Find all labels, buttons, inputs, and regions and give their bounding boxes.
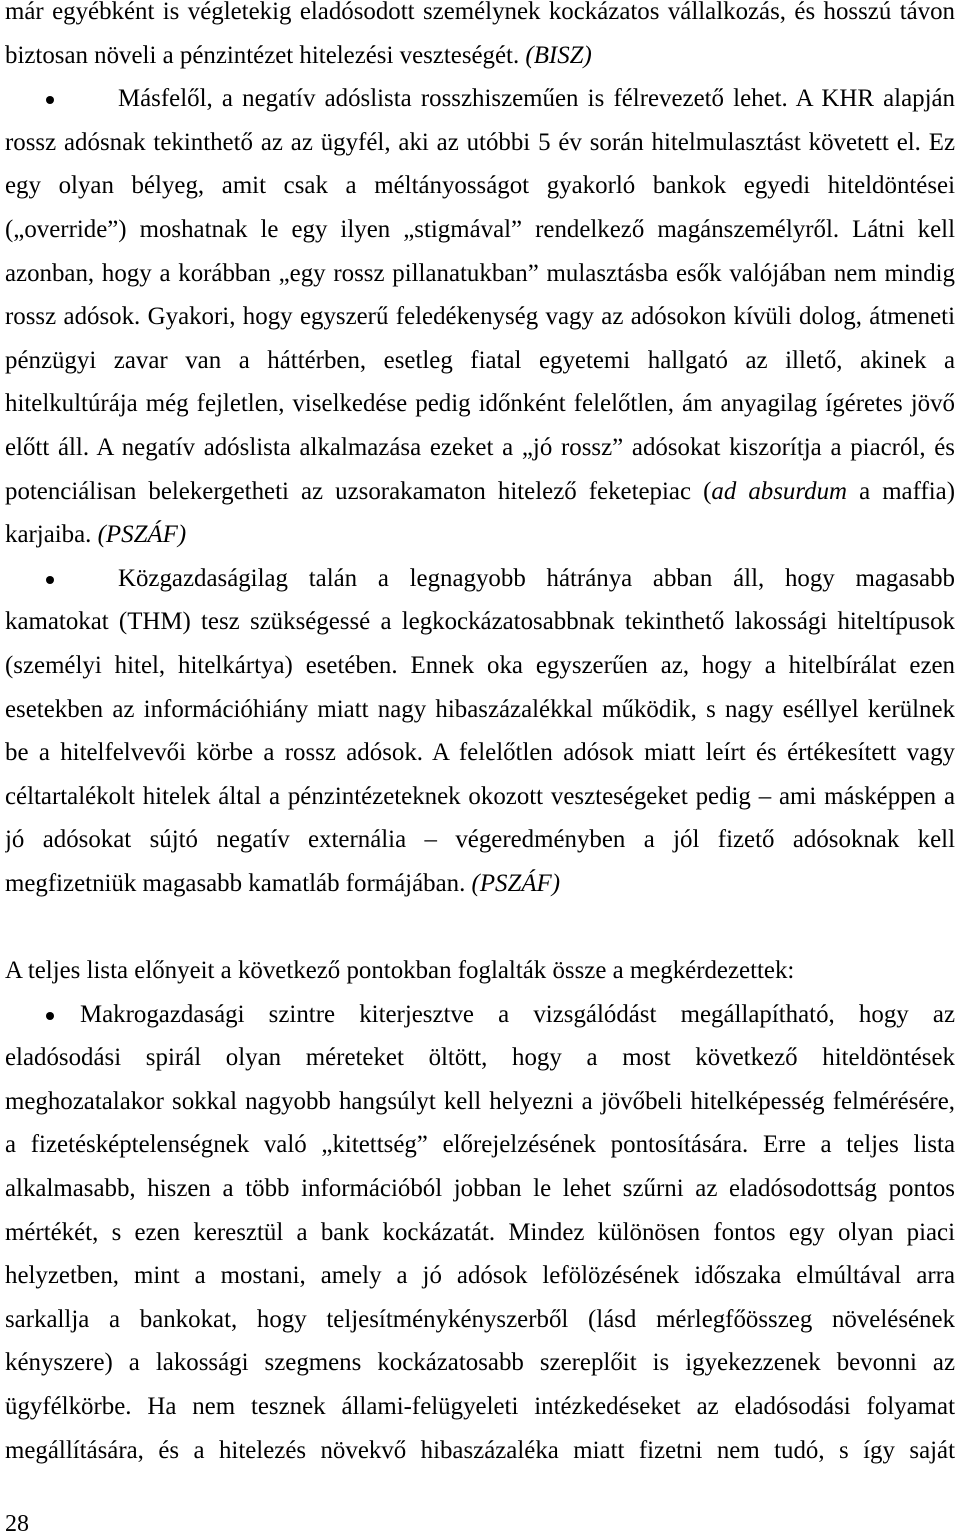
line-text: a maffia) (859, 477, 955, 505)
text-line: (személyi hitel, hitelkártya) esetében. Ennek oka egyszerűen az, hogy a hitelbírálat ezen (5, 651, 955, 679)
text-line: („override”) moshatnak le egy ilyen „stigmával” rendelkező magánszemélyről. Látni kell (5, 215, 955, 243)
text-line: megállítására, és a hitelezés növekvő hibaszázaléka miatt fizetni nem tudó, s így saját (5, 1436, 955, 1464)
text-line: sarkallja a bankokat, hogy teljesítménykényszerből (lásd mérlegfőösszeg növelésének (5, 1305, 955, 1333)
full-list-intro: A teljes lista előnyeit a következő pontokban foglalták össze a megkérdezettek: (5, 957, 795, 985)
text-line: céltartalékolt hitelek által a pénzintézeteknek okozott veszteségeket pedig – ami másképpen a (5, 782, 955, 810)
line-text: megfizetniük magasabb kamatláb formájában. (5, 869, 466, 897)
bullet-icon (46, 1012, 54, 1020)
line-text: karjaiba. (5, 521, 92, 549)
text-line: már egyébként is végletekig eladósodott személynek kockázatos vállalkozás, és hosszú távon (5, 0, 955, 25)
bullet-item-negative-list-misleading (5, 77, 955, 557)
text-line: Közgazdaságilag talán a legnagyobb hátránya abban áll, hogy magasabb (118, 564, 955, 592)
bullet-item-macroeconomic (5, 993, 955, 1473)
text-line: ügyfélkörbe. Ha nem tesznek állami-felügyeleti intézkedéseket az eladósodási folyamat (5, 1393, 955, 1420)
text-line: kamatokat (THM) tesz szükségessé a legkockázatosabbnak tekinthető lakossági hiteltípusok (5, 608, 955, 636)
text-line: alkalmasabb, hiszen a több információból jobban le lehet szűrni az eladósodottság pontos (5, 1175, 955, 1203)
text-line: a fizetésképtelenségnek való „kitettség” előrejelzésének pontosítására. Erre a teljes lista (5, 1131, 955, 1159)
text-line: meghozatalakor sokkal nagyobb hangsúlyt kell helyezni a jövőbeli hitelképesség felmérésére, (5, 1087, 955, 1115)
bullet-icon (46, 576, 54, 584)
text-line: be a hitelfelvevői körbe a rossz adósok. A felelőtlen adósok miatt leírt és értékesített vagy (5, 739, 955, 767)
text-line (5, 470, 955, 514)
paragraph-spacer (5, 905, 955, 949)
text-line: jó adósokat sújtó negatív externália – végeredményben a jól fizető adósoknak kell (5, 826, 955, 854)
line-text: potenciálisan belekergetheti az uzsorakamaton hitelező feketepiac ( (5, 477, 712, 505)
text-line: rossz adósnak tekinthető az az ügyfél, aki az utóbbi 5 év során hitelmulasztást követett el. Ez (5, 128, 955, 156)
document-page (5, 0, 955, 1472)
text-line: rossz adósok. Gyakori, hogy egyszerű feledékenység vagy az adósokon kívüli dolog, átmeneti (5, 303, 955, 331)
text-line: kényszere) a lakossági szegmens kockázatosabb szereplőit is igyekezzenek bevonni az (5, 1349, 955, 1377)
text-line (5, 862, 955, 906)
italic-phrase: ad absurdum (711, 477, 847, 505)
text-line: előtt áll. A negatív adóslista alkalmazása ezeket a „jó rossz” adósokat kiszorítja a piacról, és (5, 433, 955, 461)
text-line (5, 513, 955, 557)
text-line: hitelkultúrája még fejletlen, viselkedése pedig időnként felelőtlen, ám anyagilag ígéretes jövő (5, 390, 955, 418)
source-citation: (PSZÁF) (97, 521, 187, 549)
text-line: Makrogazdasági szintre kiterjesztve a vizsgálódást megállapítható, hogy az (80, 1000, 955, 1028)
page-number: 28 (5, 1511, 29, 1537)
text-line: eladósodási spirál olyan méreteket öltött, hogy a most következő hiteldöntések (5, 1044, 955, 1072)
bullet-item-higher-interest (5, 557, 955, 906)
line-text: biztosan növeli a pénzintézet hitelezési veszteségét. (5, 41, 520, 69)
text-line: egy olyan bélyeg, amit csak a méltányosságot gyakorló bankok egyedi hiteldöntései (5, 172, 955, 200)
text-line: esetekben az információhiány miatt nagy hibaszázalékkal működik, s nagy eséllyel kerülnek (5, 695, 955, 723)
source-citation: (BISZ) (525, 41, 592, 69)
text-line: Másfelől, a negatív adóslista rosszhiszeműen is félrevezető lehet. A KHR alapján (118, 85, 955, 113)
source-citation: (PSZÁF) (471, 869, 561, 897)
text-line: azonban, hogy a korábban „egy rossz pillanatukban” mulasztásba esők valójában nem mindig (5, 259, 955, 287)
carryover-paragraph (5, 0, 955, 77)
text-line: helyzetben, mint a mostani, amely a jó adósok lefölözésének időszaka elmúltával arra (5, 1262, 955, 1290)
text-line (5, 34, 955, 78)
text-line: mértékét, s ezen keresztül a bank kockázatát. Mindez különösen fontos egy olyan piaci (5, 1218, 955, 1246)
text-line: pénzügyi zavar van a háttérben, esetleg fiatal egyetemi hallgató az illető, akinek a (5, 346, 955, 374)
